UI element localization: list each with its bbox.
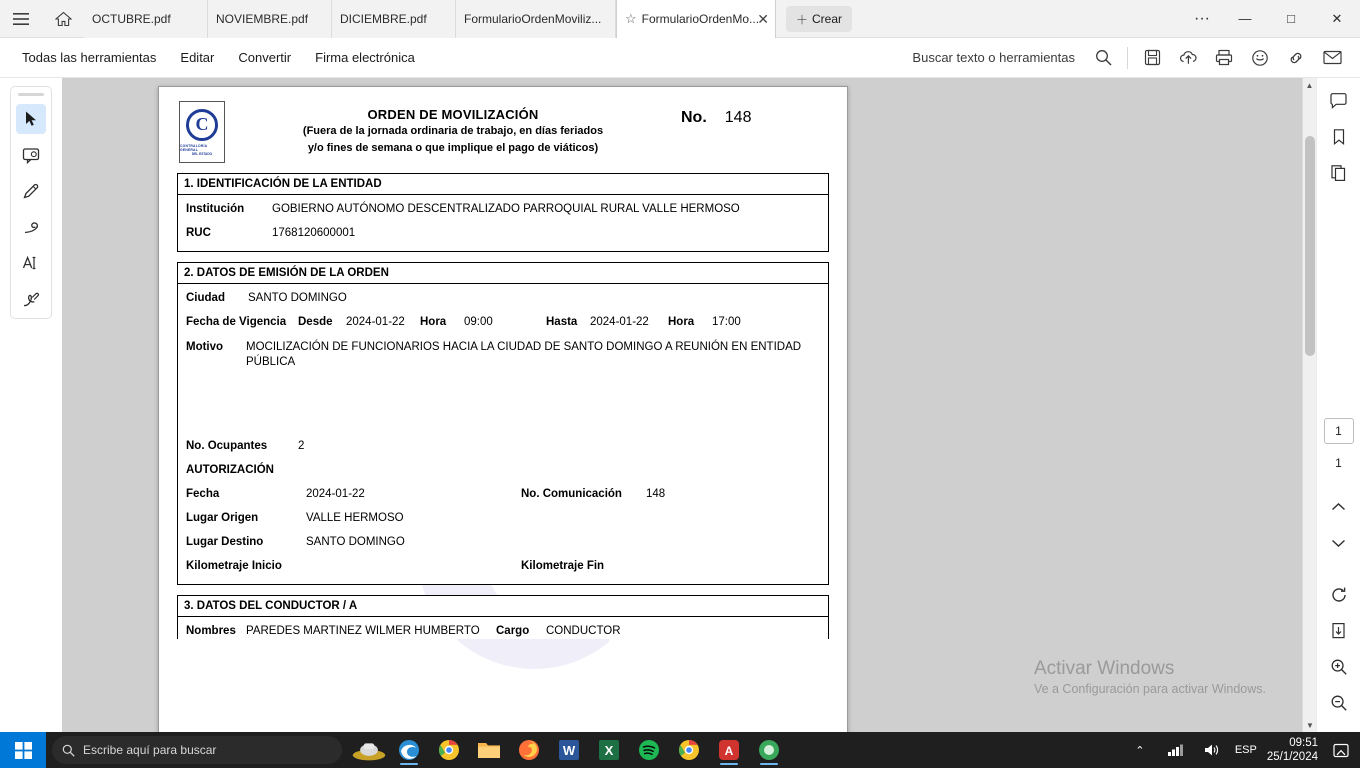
order-number-value: 148 (724, 109, 752, 126)
save-icon[interactable] (1134, 41, 1170, 75)
chrome2-icon[interactable] (672, 734, 706, 766)
hasta-label: Hasta (546, 316, 578, 328)
ruc-label: RUC (186, 227, 211, 239)
language-indicator[interactable]: ESP (1234, 744, 1257, 756)
clock[interactable] (1267, 736, 1318, 765)
nombres-label: Nombres (186, 624, 236, 637)
close-window-button[interactable]: ✕ (1331, 10, 1343, 26)
autorizacion-label: AUTORIZACIÓN (186, 463, 274, 476)
comment-stamp-icon[interactable] (1242, 41, 1278, 75)
pages-copy-icon[interactable] (1324, 158, 1354, 188)
desde-label: Desde (298, 316, 333, 328)
network-icon[interactable] (1163, 737, 1189, 763)
star-icon[interactable]: ☆ (625, 11, 637, 26)
ocupantes-label: No. Ocupantes (186, 439, 268, 452)
order-number-label: No. (681, 109, 707, 126)
document-title: ORDEN DE MOVILIZACIÓN (367, 107, 539, 122)
document-subtitle-1: (Fuera de la jornada ordinaria de trabajo, en días feriados (302, 125, 604, 137)
draw-tool-icon[interactable] (16, 176, 46, 206)
row-vigencia (186, 316, 820, 328)
export-icon[interactable] (1324, 616, 1354, 646)
page-number-input[interactable]: 1 (1324, 418, 1354, 444)
tab-2[interactable] (332, 0, 456, 38)
excel-icon[interactable] (592, 734, 626, 766)
highlight-link-tool-icon[interactable] (16, 212, 46, 242)
activate-subtitle: Ve a Configuración para activar Windows. (1033, 682, 1266, 696)
ciudad-value: SANTO DOMINGO (248, 292, 347, 304)
chevron-up-icon[interactable] (1324, 492, 1354, 522)
row-conductor (186, 625, 820, 637)
cloud-upload-icon[interactable] (1170, 41, 1206, 75)
row-lugar-origen (186, 512, 820, 524)
row-ocupantes (186, 440, 820, 452)
section-driver (177, 595, 829, 639)
menu-edit[interactable]: Editar (180, 49, 215, 65)
hora-hasta-value: 17:00 (712, 316, 741, 328)
window-controls (1182, 0, 1360, 37)
document-header (175, 101, 831, 163)
destino-label: Lugar Destino (186, 535, 264, 548)
tabbar-spacer (852, 0, 1182, 37)
origen-label: Lugar Origen (186, 511, 259, 524)
destino-value: SANTO DOMINGO (306, 535, 405, 548)
zoom-out-icon[interactable] (1324, 688, 1354, 718)
row-ruc (186, 227, 820, 239)
menu-esign[interactable]: Firma electrónica (315, 49, 415, 65)
cargo-label: Cargo (496, 624, 530, 637)
tab-3[interactable] (456, 0, 616, 38)
section-driver-body (178, 617, 828, 637)
search-icon[interactable] (1085, 41, 1121, 75)
fill-sign-tool-icon[interactable] (16, 284, 46, 314)
clock-date: 25/1/2024 (1266, 751, 1318, 763)
system-tray (1127, 736, 1360, 765)
logo-line1: CONTRALORÍA GENERAL (180, 143, 208, 152)
logo-mark: C (186, 109, 218, 141)
taskbar-search-placeholder: Escribe aquí para buscar (83, 743, 217, 757)
spotify-icon[interactable] (632, 734, 666, 766)
tab-0[interactable] (84, 0, 208, 38)
institucion-value: GOBIERNO AUTÓNOMO DESCENTRALIZADO PARROQUIAL RURAL VALLE HERMOSO (272, 203, 740, 215)
activate-windows-watermark (1034, 658, 1266, 696)
order-number-block (681, 101, 831, 127)
origen-value: VALLE HERMOSO (306, 511, 404, 524)
svg-text:W: W (562, 743, 576, 758)
section-driver-heading: 3. DATOS DEL CONDUCTOR / A (178, 596, 828, 617)
svg-text:X: X (604, 743, 614, 758)
tab-4-active[interactable] (616, 0, 776, 38)
create-button[interactable] (786, 6, 852, 32)
maximize-button[interactable]: □ (1287, 11, 1295, 26)
section-entity (177, 173, 829, 252)
right-toolbar (1316, 78, 1360, 732)
hora-desde-label: Hora (420, 316, 447, 328)
home-icon[interactable] (42, 0, 84, 37)
toolbar-divider (1127, 47, 1128, 69)
svg-text:A: A (724, 744, 734, 758)
zoom-in-icon[interactable] (1324, 652, 1354, 682)
document-content (159, 87, 847, 639)
row-motivo (186, 340, 820, 370)
km-inicio-label: Kilometraje Inicio (186, 559, 282, 572)
row-lugar-destino (186, 536, 820, 548)
page-total-label: 1 (1335, 456, 1342, 470)
menu-convert[interactable]: Convertir (238, 49, 292, 65)
taskbar (0, 732, 1360, 768)
hora-desde-value: 09:00 (464, 316, 493, 328)
row-institucion (186, 203, 820, 215)
tab-label: FormularioOrdenMoviliz... (464, 12, 602, 26)
section-entity-body (178, 195, 828, 251)
section-entity-heading: 1. IDENTIFICACIÓN DE LA ENTIDAD (178, 174, 828, 195)
rotate-icon[interactable] (1324, 580, 1354, 610)
plus-icon: ＋ (796, 12, 809, 27)
drag-handle[interactable] (18, 93, 44, 96)
volume-icon[interactable] (1199, 737, 1225, 763)
taskbar-search[interactable] (52, 736, 342, 764)
tab-label: NOVIEMBRE.pdf (216, 12, 309, 26)
cargo-value: CONDUCTOR (546, 624, 621, 637)
tray-chevron-icon[interactable]: ⌃ (1135, 744, 1145, 757)
motivo-label: Motivo (186, 341, 224, 353)
clock-time: 09:51 (1289, 736, 1318, 749)
menu-bar (0, 38, 1360, 78)
search-icon (62, 744, 75, 757)
edit-text-tool-icon[interactable] (16, 248, 46, 278)
fecha-label: Fecha (186, 487, 220, 500)
left-toolbar-box (10, 86, 52, 319)
chevron-down-icon[interactable] (1324, 528, 1354, 558)
pdf-page (158, 86, 848, 732)
km-fin-label: Kilometraje Fin (521, 559, 605, 572)
row-fecha-comunicacion (186, 488, 820, 500)
search-label[interactable]: Buscar texto o herramientas (912, 50, 1075, 65)
firefox-icon[interactable] (512, 734, 546, 766)
contraloria-logo (179, 101, 225, 163)
nombres-value: PAREDES MARTINEZ WILMER HUMBERTO (246, 624, 480, 637)
start-button[interactable] (0, 732, 46, 768)
section-order-body (178, 284, 828, 584)
tab-bar (0, 0, 1360, 38)
comunicacion-value: 148 (646, 487, 666, 500)
print-icon[interactable] (1206, 41, 1242, 75)
ocupantes-value: 2 (298, 439, 305, 452)
link-icon[interactable] (1278, 41, 1314, 75)
scroll-down-arrow[interactable]: ▼ (1306, 720, 1314, 730)
row-kilometraje (186, 560, 820, 572)
institucion-label: Institución (186, 203, 245, 215)
logo-line2: DEL ESTADO (191, 151, 213, 156)
weather-widget-icon[interactable] (352, 734, 386, 766)
more-options-icon[interactable]: ··· (1194, 9, 1210, 27)
ciudad-label: Ciudad (186, 292, 225, 304)
close-tab-icon[interactable]: ✕ (757, 11, 769, 27)
comment-tool-icon[interactable] (16, 140, 46, 170)
document-title-block (225, 101, 681, 156)
comunicacion-label: No. Comunicación (521, 487, 622, 500)
tab-label: DICIEMBRE.pdf (340, 12, 427, 26)
bookmark-icon[interactable] (1324, 122, 1354, 152)
fecha-value: 2024-01-22 (306, 487, 365, 500)
left-toolbar (0, 78, 62, 732)
select-tool-icon[interactable] (16, 104, 46, 134)
motivo-value: MOCILIZACIÓN DE FUNCIONARIOS HACIA LA CIUDAD DE SANTO DOMINGO A REUNIÓN EN ENTIDAD PÚBLICA (246, 341, 802, 368)
acrobat-icon[interactable] (712, 734, 746, 766)
vigencia-label: Fecha de Vigencia (186, 316, 287, 328)
workspace (0, 78, 1360, 732)
edge-icon[interactable] (392, 734, 426, 766)
desde-value: 2024-01-22 (346, 316, 405, 328)
notification-icon[interactable] (1328, 737, 1354, 763)
scrollbar-thumb[interactable] (1305, 136, 1315, 356)
tab-label: FormularioOrdenMo... (641, 12, 760, 26)
create-label: Crear (812, 12, 843, 26)
document-subtitle-2: y/o fines de semana o que implique el pago de viáticos) (307, 141, 599, 154)
hora-hasta-label: Hora (668, 316, 695, 328)
other-app-icon[interactable] (752, 734, 786, 766)
taskbar-apps (352, 734, 786, 766)
explorer-icon[interactable] (472, 734, 506, 766)
mail-icon[interactable] (1314, 41, 1350, 75)
hamburger-menu-icon[interactable] (0, 0, 42, 37)
section-order-data (177, 262, 829, 585)
ruc-value: 1768120600001 (272, 227, 356, 239)
chrome-icon[interactable] (432, 734, 466, 766)
hasta-value: 2024-01-22 (590, 316, 649, 328)
tab-label: OCTUBRE.pdf (92, 12, 171, 26)
row-ciudad (186, 292, 820, 304)
minimize-button[interactable]: — (1238, 11, 1252, 26)
vertical-scrollbar[interactable] (1302, 78, 1316, 732)
activate-title: Activar Windows (1033, 658, 1175, 679)
document-viewport[interactable] (62, 78, 1302, 732)
scroll-up-arrow[interactable]: ▲ (1305, 80, 1314, 90)
section-order-heading: 2. DATOS DE EMISIÓN DE LA ORDEN (178, 263, 828, 284)
word-icon[interactable] (552, 734, 586, 766)
menu-all-tools[interactable]: Todas las herramientas (22, 49, 157, 65)
tab-1[interactable] (208, 0, 332, 38)
row-autorizacion (186, 464, 820, 476)
chat-balloon-icon[interactable] (1324, 86, 1354, 116)
